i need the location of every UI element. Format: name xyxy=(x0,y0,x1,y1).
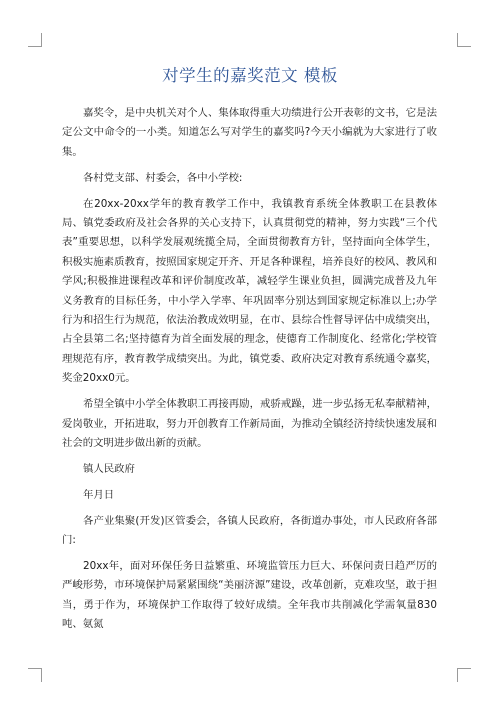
paragraph-intro: 嘉奖令，是中央机关对个人、集体取得重大功绩进行公开表彰的文书，它是法定公文中命令的一小类。知道怎么写对学生的嘉奖吗?今天小编就为大家进行了收集。 xyxy=(62,107,437,158)
crop-mark-top-left xyxy=(28,33,42,47)
paragraph-date: 年月日 xyxy=(83,488,115,501)
crop-mark-bottom-right xyxy=(457,668,471,682)
paragraph-signature: 镇人民政府 xyxy=(83,462,135,475)
paragraph-environment: 20xx年，面对环保任务日益繁重、环境监管压力巨大、环保问责日趋严厉的严峻形势，市环境保护局紧紧围绕“美丽济源”建设，改革创新，克难攻坚，敢于担当，勇于作为，环境保护工作取得了较好成绩。全年我市共削减化学需氧量830吨、氨氮 xyxy=(62,560,437,631)
paragraph-addressees: 各产业集聚(开发)区管委会，各镇人民政府，各街道办事处，市人民政府各部门: xyxy=(62,514,437,547)
document-body xyxy=(62,104,437,641)
paragraph-hope: 希望全镇中小学全体教职工再接再励，戒骄戒躁，进一步弘扬无私奉献精神，爱岗敬业，开拓进取，努力开创教育工作新局面，为推动全镇经济持续快速发展和社会的文明进步做出新的贡献。 xyxy=(62,398,437,449)
paragraph-salutation: 各村党支部、村委会，各中小学校: xyxy=(83,171,243,184)
crop-mark-bottom-left xyxy=(28,668,42,682)
document-title: 对学生的嘉奖范文 模板 xyxy=(162,66,338,85)
paragraph-achievements: 在20xx-20xx学年的教育教学工作中，我镇教育系统全体教职工在县教体局、镇党委政府及社会各界的关心支持下，认真贯彻党的精神，努力实践“三个代表”重要思想，以科学发展观统揽全局，全面贯彻教育方针，坚持面向全体学生，积极实施素质教育，按照国家规定开齐、开足各种课程，培养良好的校风、教风和学风;积极推进课程改革和评价制度改革，减轻学生课业负担，圆满完成普及九年义务教育的目标任务，中小学入学率、年巩固率分别达到国家规定标准以上;办学行为和招生行为规范，依法治教成效明显，在市、县综合性督导评估中成绩突出，占全县第二名;坚持德育为首全面发展的理念，使德育工作制度化、经常化;学校管理规范有序，教育教学成绩突出。为此，镇党委、政府决定对教育系统通令嘉奖，奖金20xx0元。 xyxy=(62,197,437,385)
crop-mark-top-right xyxy=(457,33,471,47)
